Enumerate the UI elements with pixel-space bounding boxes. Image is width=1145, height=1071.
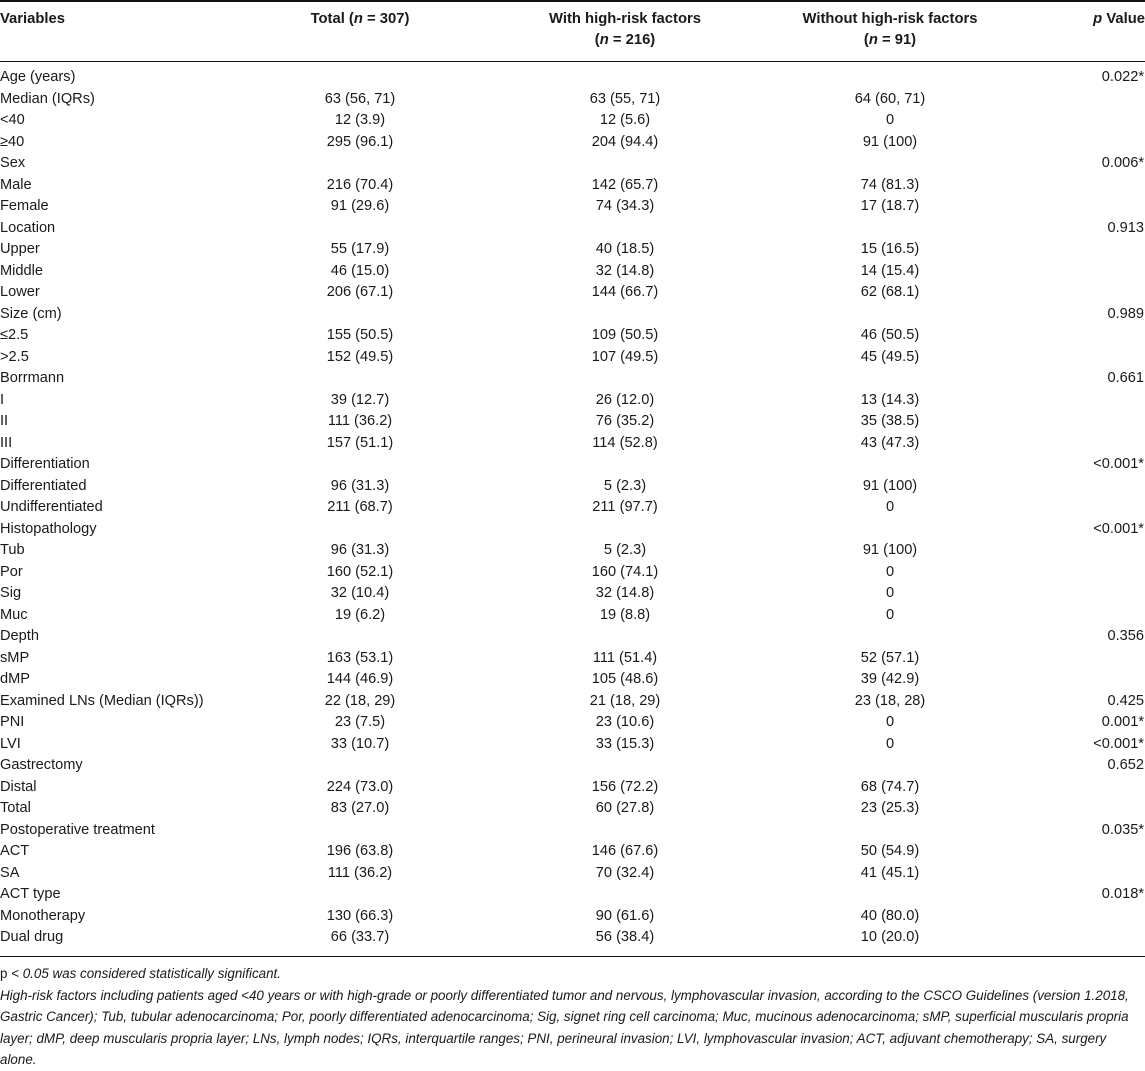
cell-variable: Undifferentiated [0,499,103,515]
table-row [0,454,1145,476]
cell-total: 91 (29.6) [330,198,390,214]
cell-variable: Postoperative treatment [0,821,155,838]
table-row [0,798,1145,820]
table-row [0,304,1145,326]
cell-total: 206 (67.1) [326,284,394,300]
table-row [0,368,1145,390]
cell-p-value: 0.001* [1101,714,1144,730]
cell-variable: ≥40 [0,133,25,150]
cell-without-risk: 40 (80.0) [860,907,920,924]
cell-without-risk: 91 (100) [862,542,918,558]
table-row [0,669,1145,691]
cell-variable: Por [0,563,23,580]
cell-with-risk: 156 (72.2) [591,778,659,795]
header-p-rest: Value [1102,11,1145,27]
cell-total: 46 (15.0) [330,262,390,279]
cell-without-risk: 23 (18, 28) [854,692,926,709]
cell-variable: >2.5 [0,348,29,365]
cell-total: 55 (17.9) [330,241,390,257]
header-with-pre: ( [594,32,600,48]
table-row [0,411,1145,433]
cell-with-risk: 33 (15.3) [595,735,655,752]
cell-variable: Monotherapy [0,907,86,924]
cell-without-risk: 52 (57.1) [860,649,920,666]
header-p-italic: p [1093,11,1103,27]
cell-p-value: 0.022* [1101,69,1144,85]
cell-variable: Distal [0,778,37,795]
cell-variable: Differentiated [0,477,87,494]
cell-with-risk: 70 (32.4) [595,864,655,881]
cell-without-risk: 68 (74.7) [860,778,920,795]
cell-with-risk: 56 (38.4) [595,929,655,945]
cell-without-risk: 0 [885,714,895,730]
table-row [0,755,1145,777]
cell-without-risk: 0 [885,585,895,601]
cell-with-risk: 211 (97.7) [592,499,658,515]
cell-variable: Upper [0,241,40,257]
cell-without-risk: 0 [885,606,895,623]
cell-without-risk: 35 (38.5) [860,413,920,429]
cell-with-risk: 144 (66.7) [591,284,659,300]
cell-total: 144 (46.9) [326,671,394,687]
cell-variable: Middle [0,262,43,279]
cell-without-risk: 41 (45.1) [860,864,920,881]
table-row [0,691,1145,713]
cell-variable: sMP [0,649,30,666]
cell-variable: Lower [0,284,40,300]
cell-without-risk: 45 (49.5) [860,348,920,365]
header-total-pre: Total ( [310,11,354,27]
table-row [0,734,1145,756]
cell-without-risk: 0 [885,563,895,580]
cell-variable: Differentiation [0,456,90,472]
cell-total: 157 (51.1) [326,434,394,451]
cell-with-risk: 74 (34.3) [595,198,655,214]
cell-with-risk: 105 (48.6) [591,671,659,687]
cell-with-risk: 40 (18.5) [595,241,655,257]
cell-without-risk: 10 (20.0) [860,929,920,945]
cell-with-risk: 114 (52.8) [592,434,658,451]
header-with-n: n [599,32,609,48]
cell-total: 224 (73.0) [326,778,394,795]
cell-total: 32 (10.4) [330,585,390,601]
table-bottom-rule [0,956,1145,957]
cell-variable: dMP [0,671,31,687]
cell-with-risk: 111 (51.4) [592,649,658,666]
cell-variable: III [0,434,13,451]
cell-without-risk: 0 [885,112,895,128]
header-p-value [1093,9,1145,30]
header-without-risk-n [760,30,1020,51]
cell-variable: Sig [0,585,22,601]
cell-total: 111 (36.2) [327,413,393,429]
cell-variable: Depth [0,628,39,644]
cell-total: 163 (53.1) [326,649,394,666]
cell-with-risk: 21 (18, 29) [589,692,661,709]
cell-with-risk: 32 (14.8) [595,262,655,279]
cell-p-value: 0.035* [1101,821,1144,838]
cell-total: 39 (12.7) [330,391,390,408]
cell-without-risk: 15 (16.5) [860,241,920,257]
cell-total: 66 (33.7) [330,929,390,945]
cell-with-risk: 146 (67.6) [591,843,659,859]
header-with-risk-title: With high-risk factors [549,11,701,27]
table-row [0,712,1145,734]
header-total-post: = 307) [362,11,410,27]
cell-total: 19 (6.2) [334,606,386,623]
cell-without-risk: 39 (42.9) [860,671,920,687]
cell-without-risk: 17 (18.7) [860,198,920,214]
cell-variable: PNI [0,714,25,730]
table-row [0,927,1145,949]
cell-variable: <40 [0,112,25,128]
cell-p-value: 0.913 [1107,219,1144,236]
cell-with-risk: 90 (61.6) [595,907,655,924]
cell-variable: Examined LNs (Median (IQRs)) [0,692,204,709]
footnote-significance [0,963,1145,985]
table-row [0,605,1145,627]
cell-variable: Location [0,219,56,236]
cell-variable: Age (years) [0,69,76,85]
table-row [0,841,1145,863]
table-row [0,884,1145,906]
table-row [0,261,1145,283]
table-row [0,519,1145,541]
cell-with-risk: 32 (14.8) [595,585,655,601]
cell-variable: Female [0,198,49,214]
table-row [0,433,1145,455]
cell-total: 96 (31.3) [330,542,390,558]
cell-total: 33 (10.7) [330,735,390,752]
cell-variable: II [0,413,9,429]
cell-without-risk: 0 [885,499,895,515]
cell-p-value: <0.001* [1093,520,1144,537]
table-row [0,777,1145,799]
table-row [0,863,1145,885]
table-row [0,906,1145,928]
cell-variable: ACT [0,843,30,859]
table-row [0,175,1145,197]
header-with-risk-n [500,30,750,51]
cell-variable: SA [0,864,20,881]
table-header-rule [0,61,1145,62]
table-row [0,820,1145,842]
table-row [0,110,1145,132]
cell-p-value: 0.006* [1101,155,1144,171]
header-without-risk [760,9,1020,51]
cell-total: 216 (70.4) [326,176,394,193]
table-row [0,67,1145,89]
table-body [0,67,1145,949]
table-footnotes [0,963,1145,1071]
cell-variable: Histopathology [0,520,97,537]
cell-total: 130 (66.3) [326,907,394,924]
cell-p-value: <0.001* [1093,456,1144,472]
cell-p-value: 0.356 [1107,628,1144,644]
cell-p-value: 0.661 [1107,370,1144,386]
header-without-risk-title: Without high-risk factors [802,11,978,27]
cell-variable: ≤2.5 [0,327,29,343]
cell-total: 155 (50.5) [326,327,394,343]
cell-with-risk: 76 (35.2) [595,413,655,429]
table-row [0,325,1145,347]
footnote-p: p [0,966,8,981]
cell-total: 160 (52.1) [326,563,394,580]
cell-without-risk: 43 (47.3) [860,434,920,451]
header-with-risk [500,9,750,51]
table-row [0,648,1145,670]
cell-without-risk: 50 (54.9) [860,843,920,859]
cell-variable: Sex [0,155,26,171]
cell-with-risk: 63 (55, 71) [589,90,661,107]
footnote-abbreviations: High-risk factors including patients aged <40 years or with high-grade or poorly differentiated tumor and nervous, lymphovascular invasion, according to the CSCO Guidelines (version 1.2018, Gastric Cancer); Tub, tubular adenocarcinoma; Por, poorly differentiated adenocarcinoma; Sig, signet ring cell carcinoma; Muc, mucinous adenocarcinoma; sMP, superficial muscularis propria layer; dMP, deep muscularis propria layer; LNs, lymph nodes; IQRs, interquartile ranges; PNI, perineural invasion; LVI, lymphovascular invasion; ACT, adjuvant chemotherapy; SA, surgery alone. [0,987,1129,1067]
cell-variable: Size (cm) [0,305,62,322]
cell-variable: Total [0,800,31,816]
cell-total: 211 (68.7) [327,499,393,515]
cell-with-risk: 23 (10.6) [595,714,655,730]
cell-with-risk: 19 (8.8) [599,606,651,623]
cell-variable: Borrmann [0,370,65,386]
table-row [0,347,1145,369]
cell-with-risk: 26 (12.0) [595,391,655,408]
cell-with-risk: 12 (5.6) [599,112,651,128]
cell-with-risk: 5 (2.3) [603,542,647,558]
table-row [0,562,1145,584]
table-row [0,89,1145,111]
cell-with-risk: 107 (49.5) [591,348,659,365]
cell-without-risk: 91 (100) [862,477,918,494]
table-header [0,0,1145,62]
cell-variable: LVI [0,735,21,752]
cell-with-risk: 204 (94.4) [591,133,659,150]
cell-p-value: 0.989 [1107,305,1144,322]
cell-with-risk: 160 (74.1) [591,563,659,580]
header-with-post: = 216) [608,32,656,48]
cell-p-value: 0.425 [1107,692,1144,709]
cell-without-risk: 46 (50.5) [860,327,920,343]
cell-variable: ACT type [0,886,61,902]
cell-without-risk: 0 [885,735,895,752]
cell-variable: I [0,391,5,408]
cell-p-value: 0.652 [1107,757,1144,773]
cell-with-risk: 109 (50.5) [591,327,659,343]
table-row [0,540,1145,562]
cell-variable: Gastrectomy [0,757,83,773]
cell-variable: Median (IQRs) [0,90,95,107]
cell-with-risk: 60 (27.8) [595,800,655,816]
cell-without-risk: 62 (68.1) [860,284,920,300]
cell-total: 111 (36.2) [327,864,393,881]
table-row [0,153,1145,175]
cell-p-value: 0.018* [1101,886,1144,902]
table-row [0,218,1145,240]
cell-total: 63 (56, 71) [324,90,396,107]
header-without-post: = 91) [877,32,917,48]
table-row [0,390,1145,412]
cell-total: 83 (27.0) [330,800,390,816]
cell-total: 12 (3.9) [334,112,386,128]
cell-with-risk: 5 (2.3) [603,477,647,494]
cell-variable: Dual drug [0,929,64,945]
header-total-n: n [353,11,363,27]
header-without-n: n [868,32,878,48]
cell-total: 152 (49.5) [326,348,394,365]
table-row [0,132,1145,154]
header-without-pre: ( [863,32,869,48]
cell-variable: Male [0,176,32,193]
cell-without-risk: 64 (60, 71) [854,90,926,107]
cell-without-risk: 14 (15.4) [860,262,920,279]
header-total [250,9,470,30]
cell-total: 196 (63.8) [326,843,394,859]
table-row [0,476,1145,498]
cell-without-risk: 74 (81.3) [860,176,920,193]
table-row [0,196,1145,218]
cell-without-risk: 13 (14.3) [860,391,920,408]
cell-without-risk: 23 (25.3) [860,800,920,816]
table-row [0,282,1145,304]
cell-variable: Muc [0,606,28,623]
cell-total: 22 (18, 29) [324,692,396,709]
table-row [0,497,1145,519]
cell-total: 96 (31.3) [330,477,390,494]
footnote-significance-text: < 0.05 was considered statistically significant. [7,966,281,981]
cell-variable: Tub [0,542,25,558]
header-variables: Variables [0,11,65,27]
table-row [0,583,1145,605]
cell-with-risk: 142 (65.7) [591,176,659,193]
cell-p-value: <0.001* [1093,735,1144,752]
cell-without-risk: 91 (100) [862,133,918,150]
cell-total: 295 (96.1) [326,133,394,150]
table-row [0,626,1145,648]
table-row [0,239,1145,261]
cell-total: 23 (7.5) [334,714,386,730]
